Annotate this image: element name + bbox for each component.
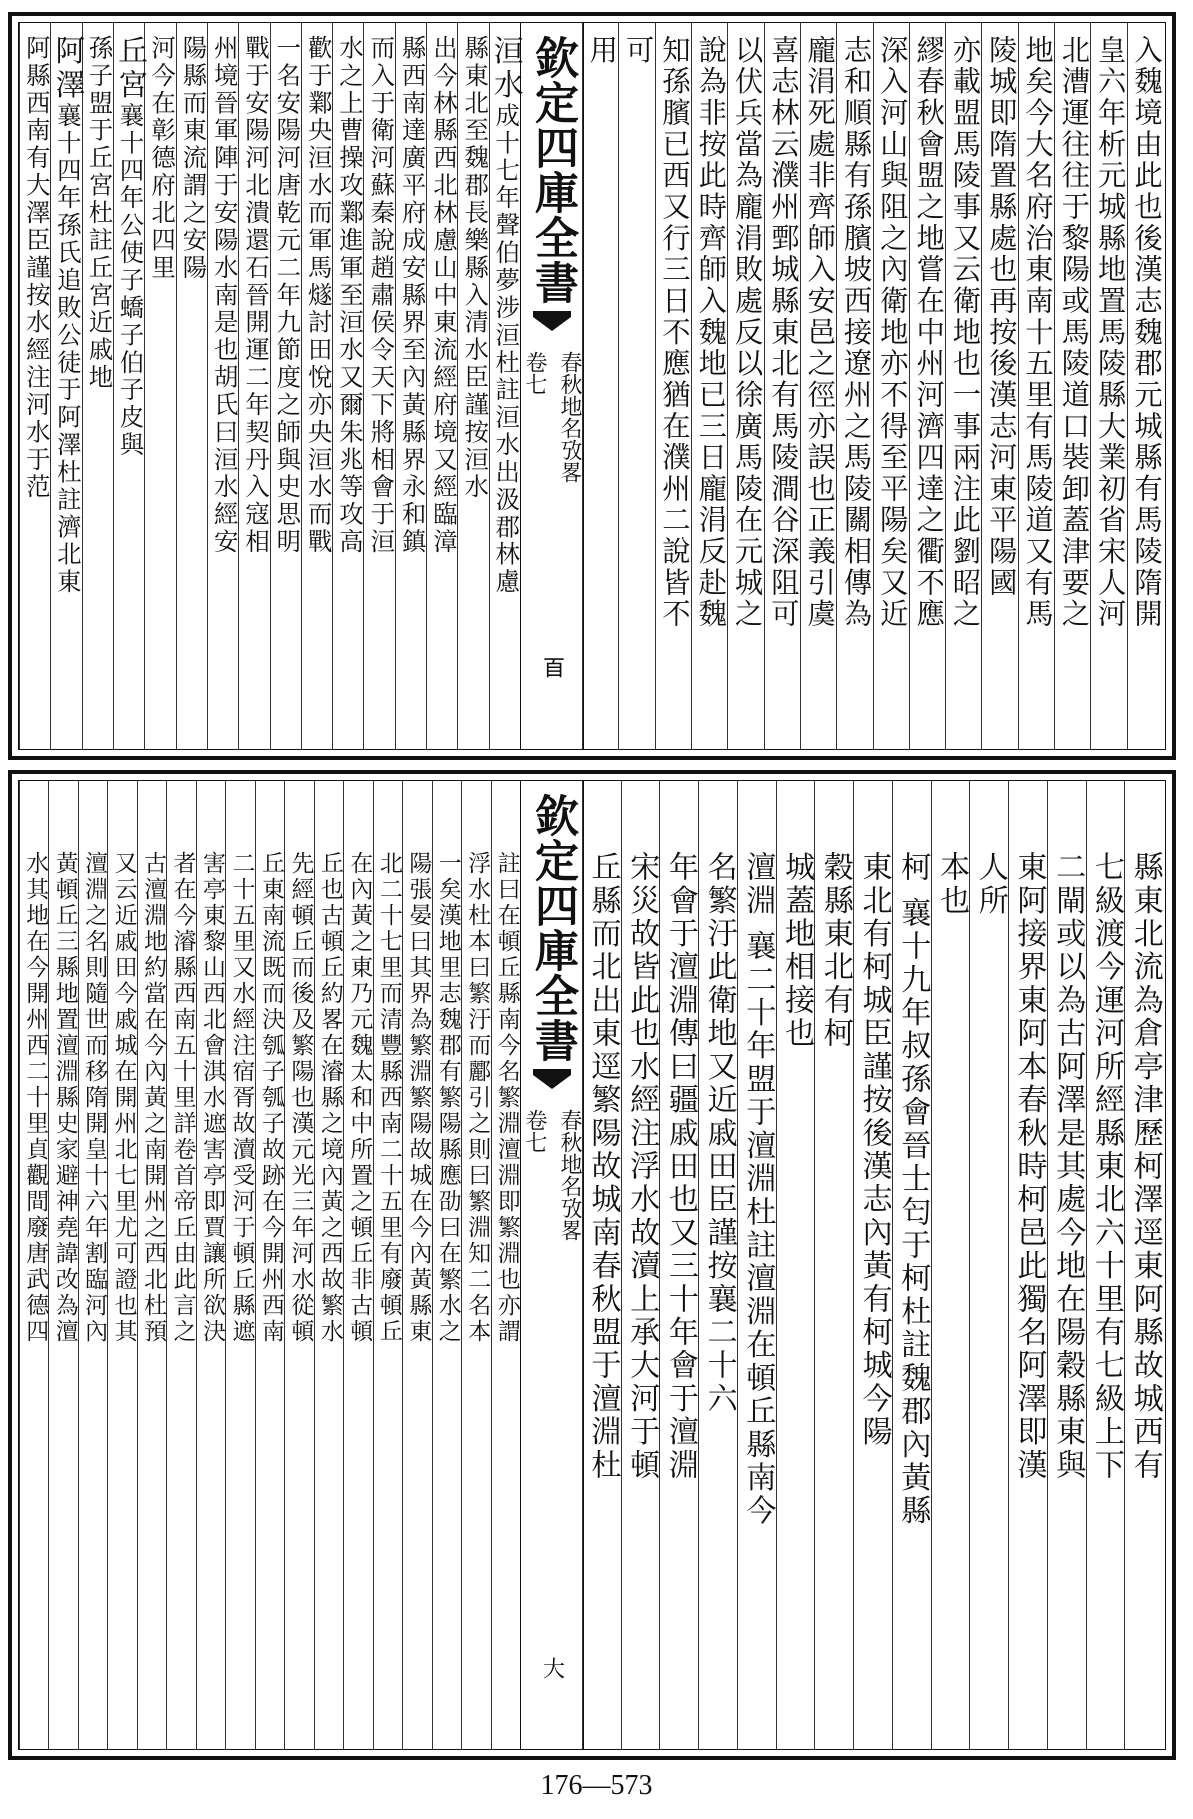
text-column xyxy=(270,23,302,749)
column-text: 年會于澶淵傳曰疆戚田也又三十年會于澶淵 xyxy=(662,851,698,1482)
text-column xyxy=(314,781,344,1749)
text-column xyxy=(402,781,432,1749)
bottom-page-frame xyxy=(18,780,1166,1750)
column-text: 縣東北流為倉亭津歷柯澤逕東阿縣故城西有 xyxy=(1127,851,1163,1482)
column-text: 宋災故皆此也水經注浮水故瀆上承大河于頓 xyxy=(624,851,660,1482)
text-column xyxy=(659,781,699,1749)
text-column xyxy=(582,23,619,749)
text-column xyxy=(137,781,167,1749)
column-text: 丘東南流既而決瓠子瓠子故跡在今開州西南 xyxy=(257,851,284,1345)
text-column xyxy=(48,781,78,1749)
folio-number: 𦣻 xyxy=(540,657,565,679)
text-column xyxy=(107,781,137,1749)
entry-text: 孫子盟于丘宮杜註丘宮近戚地 xyxy=(84,35,114,392)
folio-number: 大 xyxy=(539,1657,565,1679)
entry-text: 水之上曹操攻鄴進軍至洹水又爾朱兆等攻高 xyxy=(334,35,364,556)
column-text: 丘縣而北出東逕繁陽故城南春秋盟于澶淵杜 xyxy=(585,851,621,1482)
running-head: 春秋地名攷畧 xyxy=(557,351,582,483)
column-text: 本也 xyxy=(934,851,970,918)
column-text xyxy=(366,23,396,556)
text-column xyxy=(395,23,427,749)
column-text xyxy=(49,23,85,597)
column-text: 黃頓丘三縣地置澶淵縣史家避神堯諱改為澶 xyxy=(51,851,78,1345)
column-text: 以伏兵當為龐涓敗處反以徐廣馬陵在元城之 xyxy=(730,35,764,631)
text-column xyxy=(931,781,971,1749)
column-text: 深入河山與阻之內衛地亦不得至平陽矣又近 xyxy=(875,35,909,631)
text-column xyxy=(82,23,114,749)
column-text: 先經頓丘而後及繁陽也漢元光三年河水從頓 xyxy=(287,851,314,1345)
volume-label: 卷七 xyxy=(522,1109,547,1153)
column-text: 七級渡今運河所經縣東北六十里有七級上下 xyxy=(1089,851,1124,1482)
entry-text: 阿縣西南有大澤臣謹按水經注河水于范 xyxy=(21,35,51,502)
column-text: 浮水杜本曰繁汙而酈引之則曰繁淵知二名本 xyxy=(464,851,491,1345)
text-column xyxy=(238,23,270,749)
column-text: 說為非按此時齊師入魏地已三日龐涓反赴魏 xyxy=(694,35,728,631)
column-text: 害亭東黎山西北會淇水遮害亭即賈讓所欲決 xyxy=(199,851,226,1345)
text-column xyxy=(698,781,738,1749)
text-column xyxy=(112,23,148,749)
text-column xyxy=(1086,781,1126,1749)
column-text: 東阿接界東阿本春秋時柯邑此獨名阿澤即漢 xyxy=(1011,851,1047,1482)
book-title: 欽定四庫全書 xyxy=(527,793,578,1063)
text-column xyxy=(853,781,893,1749)
entry-text: 出今林縣西北林慮山中東流經府境又經臨漳 xyxy=(428,35,458,556)
book-title: 欽定四庫全書 xyxy=(527,35,578,305)
column-text: 北漕運往往于黎陽或馬陵道口裝卸蓋津要之 xyxy=(1057,35,1091,631)
column-text: 又云近戚田今戚城在開州北七里尤可證也其 xyxy=(110,851,137,1345)
text-column xyxy=(19,781,49,1749)
text-column xyxy=(78,781,108,1749)
column-text: 穀縣東北有柯 xyxy=(817,851,853,1051)
text-column xyxy=(461,781,491,1749)
column-text: 丘也古頓丘約畧在濬縣之境內黃之西故繁水 xyxy=(316,851,343,1345)
column-text: 澶淵 襄二十年盟于澶淵杜註澶淵在頓丘縣南今 xyxy=(740,851,776,1528)
text-column xyxy=(207,23,239,749)
text-column xyxy=(945,23,982,749)
text-column xyxy=(144,23,176,749)
column-text: 東北有柯城臣謹按後漢志內黃有柯城今陽 xyxy=(856,851,892,1449)
column-text: 柯 襄十九年叔孫會晉士匄于柯杜註魏郡內黃縣 xyxy=(895,851,931,1528)
column-text: 一矣漢地里志魏郡有繁陽縣應劭曰在繁水之 xyxy=(434,851,461,1345)
column-text: 地矣今大名府治東南十五里有馬陵道又有馬 xyxy=(1021,35,1055,631)
column-text xyxy=(460,23,490,502)
column-text: 北二十七里而清豐縣西南二十五里有廢頓丘 xyxy=(375,851,402,1345)
text-column xyxy=(727,23,764,749)
entry-text: 州境晉軍陣于安陽水南是也胡氏曰洹水經安 xyxy=(209,35,239,556)
column-text: 二十五里又水經注宿胥故瀆受河于頓丘縣遮 xyxy=(228,851,255,1345)
text-column xyxy=(909,23,946,749)
column-text: 皇六年析元城縣地置馬陵縣大業初省宋人河 xyxy=(1093,35,1127,631)
column-text: 註曰在頓丘縣南今名繁淵澶淵即繁淵也亦謂 xyxy=(493,851,520,1345)
fish-tail-ornament-icon xyxy=(533,311,571,339)
column-text xyxy=(272,23,302,556)
text-column xyxy=(491,781,521,1749)
text-column xyxy=(1127,23,1164,749)
text-column xyxy=(166,781,196,1749)
column-text: 龐涓死處非齊師入安邑之徑亦誤也正義引虞 xyxy=(803,35,837,631)
fish-tail-ornament-icon xyxy=(533,1069,571,1097)
center-fold-column xyxy=(520,781,584,1749)
text-column xyxy=(655,23,692,749)
column-text: 可 xyxy=(621,35,655,67)
column-text: 志和順縣有孫臏坡西接遼州之馬陵關相傳為 xyxy=(839,35,873,631)
text-column xyxy=(981,23,1018,749)
entry-text: 縣西南達廣平府成安縣界至內黃縣界永和鎮 xyxy=(397,35,427,556)
column-text xyxy=(428,23,458,556)
column-text: 知孫臏已西又行三日不應猶在濮州二說皆不 xyxy=(657,35,691,631)
text-column xyxy=(1008,781,1048,1749)
entry-text: 襄十四年孫氏追敗公徒于阿澤杜註濟北東 xyxy=(52,102,82,597)
column-text: 入魏境由此也後漢志魏郡元城縣有馬陵隋開 xyxy=(1130,35,1163,631)
text-column xyxy=(776,781,816,1749)
text-column xyxy=(363,23,395,749)
text-column xyxy=(284,781,314,1749)
column-text xyxy=(147,23,177,282)
text-column xyxy=(621,781,661,1749)
column-text xyxy=(303,23,333,556)
text-column xyxy=(814,781,854,1749)
text-column xyxy=(618,23,655,749)
text-column xyxy=(343,781,373,1749)
volume-label: 卷七 xyxy=(522,351,547,395)
column-text: 人所 xyxy=(972,851,1008,918)
text-column xyxy=(836,23,873,749)
text-column xyxy=(255,781,285,1749)
text-column xyxy=(332,23,364,749)
text-column xyxy=(1090,23,1127,749)
entry-text: 而入于衛河蘇秦說趙肅侯令天下將相會于洹 xyxy=(366,35,396,556)
running-head: 春秋地名攷畧 xyxy=(557,1109,582,1241)
text-column xyxy=(301,23,333,749)
entry-text: 襄十四年公使子蟜子伯子皮與 xyxy=(115,102,145,459)
text-column xyxy=(19,23,51,749)
column-text: 陵城即隋置縣處也再按後漢志河東平陽國 xyxy=(984,35,1018,599)
text-column xyxy=(892,781,932,1749)
column-text xyxy=(488,23,524,597)
entry-text: 一名安陽河唐乾元二年九節度之師與史思明 xyxy=(272,35,302,556)
entry-text: 歡于鄴央洹水而軍馬燧討田悅亦央洹水而戰 xyxy=(303,35,333,556)
page-number: 176—573 xyxy=(540,1770,653,1801)
text-column xyxy=(800,23,837,749)
bottom-page-panel xyxy=(8,770,1176,1760)
text-column xyxy=(737,781,777,1749)
entry-heading: 丘宮 xyxy=(112,35,148,103)
text-column xyxy=(373,781,403,1749)
text-column xyxy=(1054,23,1091,749)
text-column xyxy=(196,781,226,1749)
text-column xyxy=(969,781,1009,1749)
text-column xyxy=(873,23,910,749)
column-text: 古澶淵地約當在今內黃之南開州之西北杜預 xyxy=(140,851,167,1345)
column-text xyxy=(209,23,239,556)
text-column xyxy=(1047,781,1087,1749)
entry-text: 成十七年聲伯夢涉洹杜註洹水出汲郡林慮 xyxy=(491,102,521,597)
entry-heading: 阿澤 xyxy=(49,35,85,103)
column-text xyxy=(21,23,51,502)
entry-text: 河今在彰德府北四里 xyxy=(147,35,177,282)
text-column xyxy=(49,23,85,749)
text-column xyxy=(225,781,255,1749)
column-text xyxy=(397,23,427,556)
center-fold-column xyxy=(520,23,584,749)
column-text: 用 xyxy=(585,35,619,67)
column-text xyxy=(334,23,364,556)
column-text: 二閘或以為古阿澤是其處今地在陽穀縣東與 xyxy=(1050,851,1086,1482)
column-text: 水其地在今開州西二十里貞觀間廢唐武德四 xyxy=(22,851,49,1345)
column-text xyxy=(112,23,148,459)
entry-text: 縣東北至魏郡長樂縣入清水臣謹按洹水 xyxy=(460,35,490,502)
column-text xyxy=(241,23,271,556)
text-column xyxy=(432,781,462,1749)
column-text xyxy=(84,23,114,392)
text-column xyxy=(488,23,524,749)
entry-text: 陽縣而東流謂之安陽 xyxy=(178,35,208,282)
column-text: 亦載盟馬陵事又云衛地也一事兩注此劉昭之 xyxy=(948,35,982,631)
column-text: 名繁汙此衛地又近戚田臣謹按襄二十六 xyxy=(701,851,737,1416)
column-text: 繆春秋會盟之地嘗在中州河濟四達之衢不應 xyxy=(912,35,946,631)
column-text: 陽張晏曰其界為繁淵繁陽故城在今內黃縣東 xyxy=(405,851,432,1345)
text-column xyxy=(691,23,728,749)
text-column xyxy=(457,23,489,749)
column-text xyxy=(178,23,208,282)
text-column xyxy=(764,23,801,749)
top-page-frame xyxy=(18,22,1166,750)
entry-heading: 洹水 xyxy=(488,35,524,103)
column-text: 在內黃之東乃元魏太和中所置之頓丘非古頓 xyxy=(346,851,373,1345)
entry-text: 戰于安陽河北潰還石晉開運二年契丹入寇相 xyxy=(241,35,271,556)
column-text: 者在今濬縣西南五十里詳卷首帝丘由此言之 xyxy=(169,851,196,1345)
column-text: 喜志林云濮州鄄城縣東北有馬陵澗谷深阻可 xyxy=(766,35,800,631)
text-column xyxy=(426,23,458,749)
text-column xyxy=(176,23,208,749)
top-page-panel xyxy=(8,12,1176,760)
text-column xyxy=(1124,781,1164,1749)
column-text: 城蓋地相接也 xyxy=(779,851,815,1051)
text-column xyxy=(582,781,622,1749)
column-text: 澶淵之名則隨世而移隋開皇十六年割臨河內 xyxy=(81,851,108,1345)
text-column xyxy=(1018,23,1055,749)
